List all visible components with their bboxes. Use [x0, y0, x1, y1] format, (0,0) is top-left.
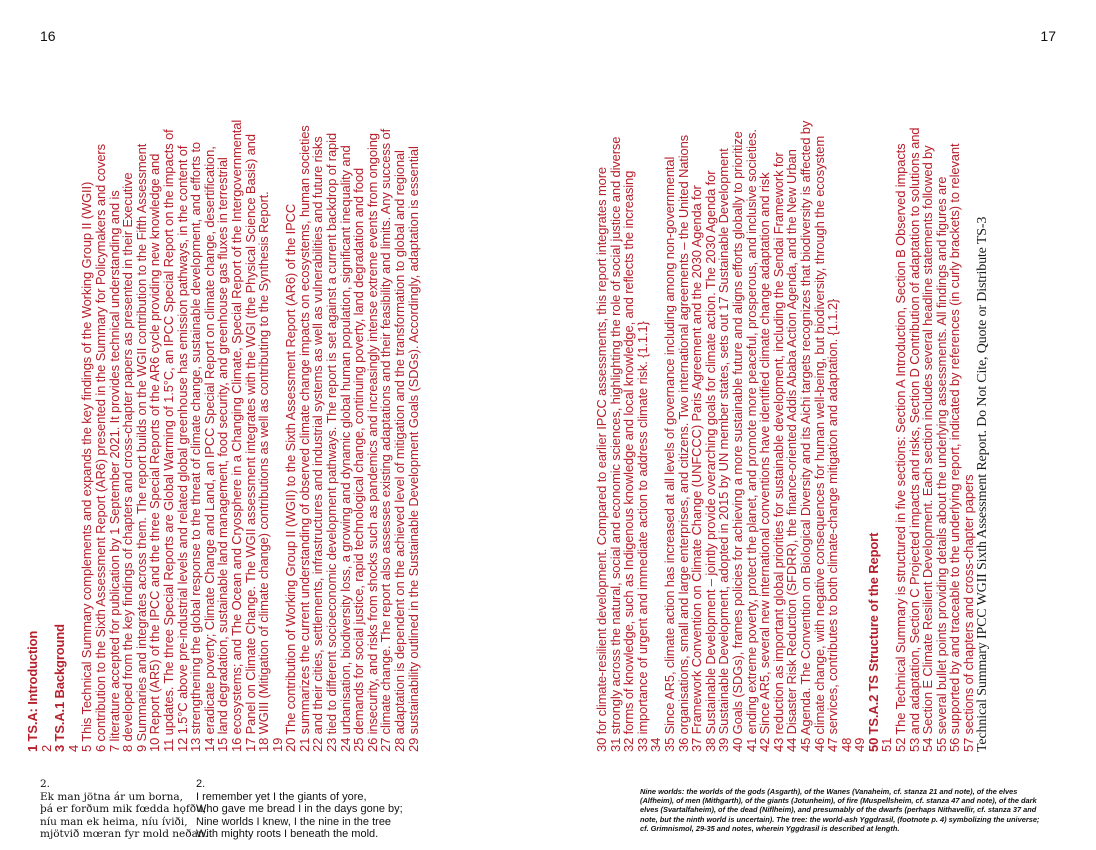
text-line: 49 [852, 737, 868, 752]
text-line: 56 supported by and traceable to the underlying report, indicated by references (in curly brackets) to relevant [947, 143, 963, 752]
text-line: 42 Since AR5, several new international conventions have identified climate change adaptation and risk [757, 172, 773, 752]
text-line: 34 [648, 737, 664, 752]
text-line: 57 sections of chapters and cross-chapter papers [961, 474, 977, 752]
text-line: 5 This Technical Summary complements and expands the key findings of the Working Group II (WGII) [79, 181, 95, 752]
text-line: 9 Summaries and integrates across them. The report builds on the WGII contribution to the Fifth Assessment [133, 143, 149, 752]
text-line: 8 developed from the key findings of chapters and cross-chapter papers as presented in their Executive [120, 172, 136, 752]
footnote: Nine worlds: the worlds of the gods (Asgarth), of the Wanes (Vanaheim, cf. stanza 21 and note), of the elves (Alfheim), of men (Mithgarth), of the giants (Jotunheim), of fire (Muspellsheim, cf. stanza 47 and note), of the dark elves (Svartalfaheim), of the dead (Niflheim), and presumably of the dwarfs (perhaps Nithavellir, cf. stanza 37 and note, but the ninth world is uncertain). The tree: the world-ash Yggdrasil, (footnote p. 4) symbolizing the universe; cf. Grimnismol, 29-35 and notes, wherein Yggdrasil is described at length. [640, 787, 1040, 833]
text-line: 44 Disaster Risk Reduction (SFDRR), the finance-oriented Addis Ababa Action Agenda, and the New Urban [784, 149, 800, 752]
text-line: 28 adaptation is dependent on the achieved level of mitigation and the transformation to global and regional [392, 150, 408, 752]
text-line: 48 [838, 737, 854, 752]
text-line: 17 Panel on Climate Change. The WGII assessment integrates with the WGI (the Physical Science Basis) and [242, 134, 258, 752]
poem-line: I remember yet I the giants of yore, [196, 790, 367, 803]
text-line: 16 ecosystems; and The Ocean and Cryosphere in a Changing Climate, Special Report of the Intergovernmental [228, 119, 244, 752]
text-line: 33 importance of urgent and immediate action to address climate risk. {1.1.1} [634, 321, 650, 752]
poem-line: þá er forðum mik fœdda hǫfðu; [40, 803, 207, 815]
text-line: 2 [38, 744, 54, 752]
poem-line: mjötvið mœran fyr mold neðan. [40, 828, 208, 840]
text-line: 15 land degradation, sustainable land management, food security, and greenhouse gas fluxes in terrestrial [215, 157, 231, 752]
text-line: 36 organisations, small and large enterprises, and citizens. Two international agreements – the United Nations [675, 134, 691, 752]
text-line: 22 and their cities, settlements, infrastructures and industrial systems as well as vulnerabilities and future risks [310, 136, 326, 752]
text-line: 4 [65, 744, 81, 752]
text-line: 25 demands for social justice, rapid technological change, continuing poverty, land degradation and food [351, 167, 367, 752]
text-line: 20 The contribution of Working Group II (WGII) to the Sixth Assessment Report (AR6) of the IPCC [283, 203, 299, 752]
text-line: 52 The Technical Summary is structured in five sections: Section A Introduction, Section B Observed impacts [893, 143, 909, 752]
text-line: 29 sustainability outlined in the Sustainable Development Goals (SDGs). Accordingly, adaptation is essential [405, 146, 421, 752]
text-line: 27 climate change. The report also assesses existing adaptations and their feasibility and limits. Any success of [378, 128, 394, 752]
page-number-right: 17 [1040, 28, 1056, 44]
text-line: 35 Since AR5, climate action has increased at all levels of governance including among non-governmental [661, 156, 677, 752]
text-line: 6 contribution to the Sixth Assessment Report (AR6) presented in the Summary for Policymakers and covers [92, 144, 108, 752]
running-footer: Technical Summary IPCC WGII Sixth Assessment Report. Do Not Cite, Quote or Distribute TS-3 [974, 216, 990, 752]
text-line: 11 updates. The three Special Reports are Global Warming of 1.5°C, an IPCC Special Report on the impacts of [160, 129, 176, 752]
text-line: 53 and adaptation, Section C Projected impacts and risks, Section D Contribution of adaptation to solutions and [906, 127, 922, 752]
text-line: 39 Sustainable Development, adopted in 2015 by UN member states, sets out 17 Sustainable Development [716, 148, 732, 752]
text-line: 45 Agenda. The Convention on Biological Diversity and its Aichi targets recognizes that biodiversity is affected by [797, 120, 813, 752]
section-heading: 3 TS.A.1 Background [52, 624, 68, 752]
text-line: 38 Sustainable Development – jointly provide overarching goals for climate action. The 2030 Agenda for [702, 170, 718, 752]
poem-line: Who gave me bread I in the days gone by; [196, 803, 403, 815]
poem-line: Ek man jötna ár um borna, [40, 790, 183, 803]
poem-line: níu man ek heima, níu íviði, [40, 815, 188, 828]
text-line: 24 urbanisation, biodiversity loss, a growing and dynamic global human population, significant inequality and [337, 145, 353, 752]
text-line: 47 services, contributes to both climate-change mitigation and adaptation. {1.1.2} [825, 298, 841, 752]
text-line: 55 several bullet points providing details about the underlying assessments. All findings and figures are [933, 176, 949, 752]
rotated-text-column-right [595, 121, 989, 752]
page-number-left: 16 [40, 28, 56, 44]
poem-stanza-number: 2. [40, 778, 51, 790]
text-line: 21 summarizes the current understanding of observed climate change impacts on ecosystems, human societies [296, 125, 312, 752]
rotated-text-column-left [26, 120, 420, 752]
text-line: 37 Framework Convention on Climate Change (UNFCCC) Paris Agreement and the 2030 Agenda for [689, 185, 705, 752]
section-heading: 1 TS.A: Introduction [25, 630, 40, 752]
poem-old-norse [40, 778, 208, 841]
text-line: 14 eradicate poverty; Climate Change and Land, an IPCC Special Report on climate change, desertification, [201, 146, 217, 752]
text-line: 46 climate change, with negative consequences for human well-being, but biodiversity, through the ecosystem [811, 135, 827, 752]
poem-line: With mighty roots I beneath the mold. [196, 828, 379, 840]
text-line: 19 [269, 737, 285, 752]
text-line: 18 WGIII (Mitigation of climate change) contributions as well as contributing to the Synthesis Report. [256, 191, 272, 752]
text-line: 32 forms of knowledge, such as Indigenous knowledge and local knowledge, and reflects the increasing [621, 170, 637, 752]
text-line: 13 strengthening the global response to the threat of climate change, sustainable development, and efforts to [188, 142, 204, 752]
text-line: 26 insecurity, and risks from shocks such as pandemics and increasingly intense extreme events from ongoing [364, 133, 380, 752]
text-line: 31 strongly across the natural, social and economic sciences, highlighting the role of social justice and diverse [607, 136, 623, 752]
text-line: 54 Section E Climate Resilient Development. Each section includes several headline statements followed by [920, 145, 936, 752]
text-line: 12 1.5°C above pre-industrial levels and related global greenhouse has emission pathways, in the content of [174, 145, 190, 752]
text-line: 40 Goals (SDGs), frames policies for achieving a more sustainable future and aligns efforts globally to prioritize [729, 131, 745, 752]
text-line: 7 literature accepted for publication by 1 September 2021. It provides technical understanding and is [106, 190, 122, 752]
text-line: 30 for climate-resilient development. Compared to earlier IPCC assessments, this report integrates more [594, 167, 609, 752]
text-line: 43 reduction as important global priorities for sustainable development, including the Sendai Framework for [770, 152, 786, 752]
text-line: 23 tied to different socioeconomic development pathways. The report is set against a current backdrop of rapid [324, 133, 340, 752]
section-heading: 50 TS.A.2 TS Structure of the Report [865, 532, 881, 752]
poem-line: Nine worlds I knew, I the nine in the tree [196, 815, 392, 828]
text-line: 51 [879, 737, 895, 752]
poem-english [196, 778, 403, 841]
poem-stanza-number: 2. [196, 778, 206, 790]
text-line: 10 Report (AR5) of the IPCC and the three Special Reports of the AR6 cycle providing new knowledge and [147, 153, 163, 752]
text-line: 41 ending extreme poverty, protect the planet, and promote more peaceful, prosperous, and inclusive societies. [743, 129, 759, 752]
